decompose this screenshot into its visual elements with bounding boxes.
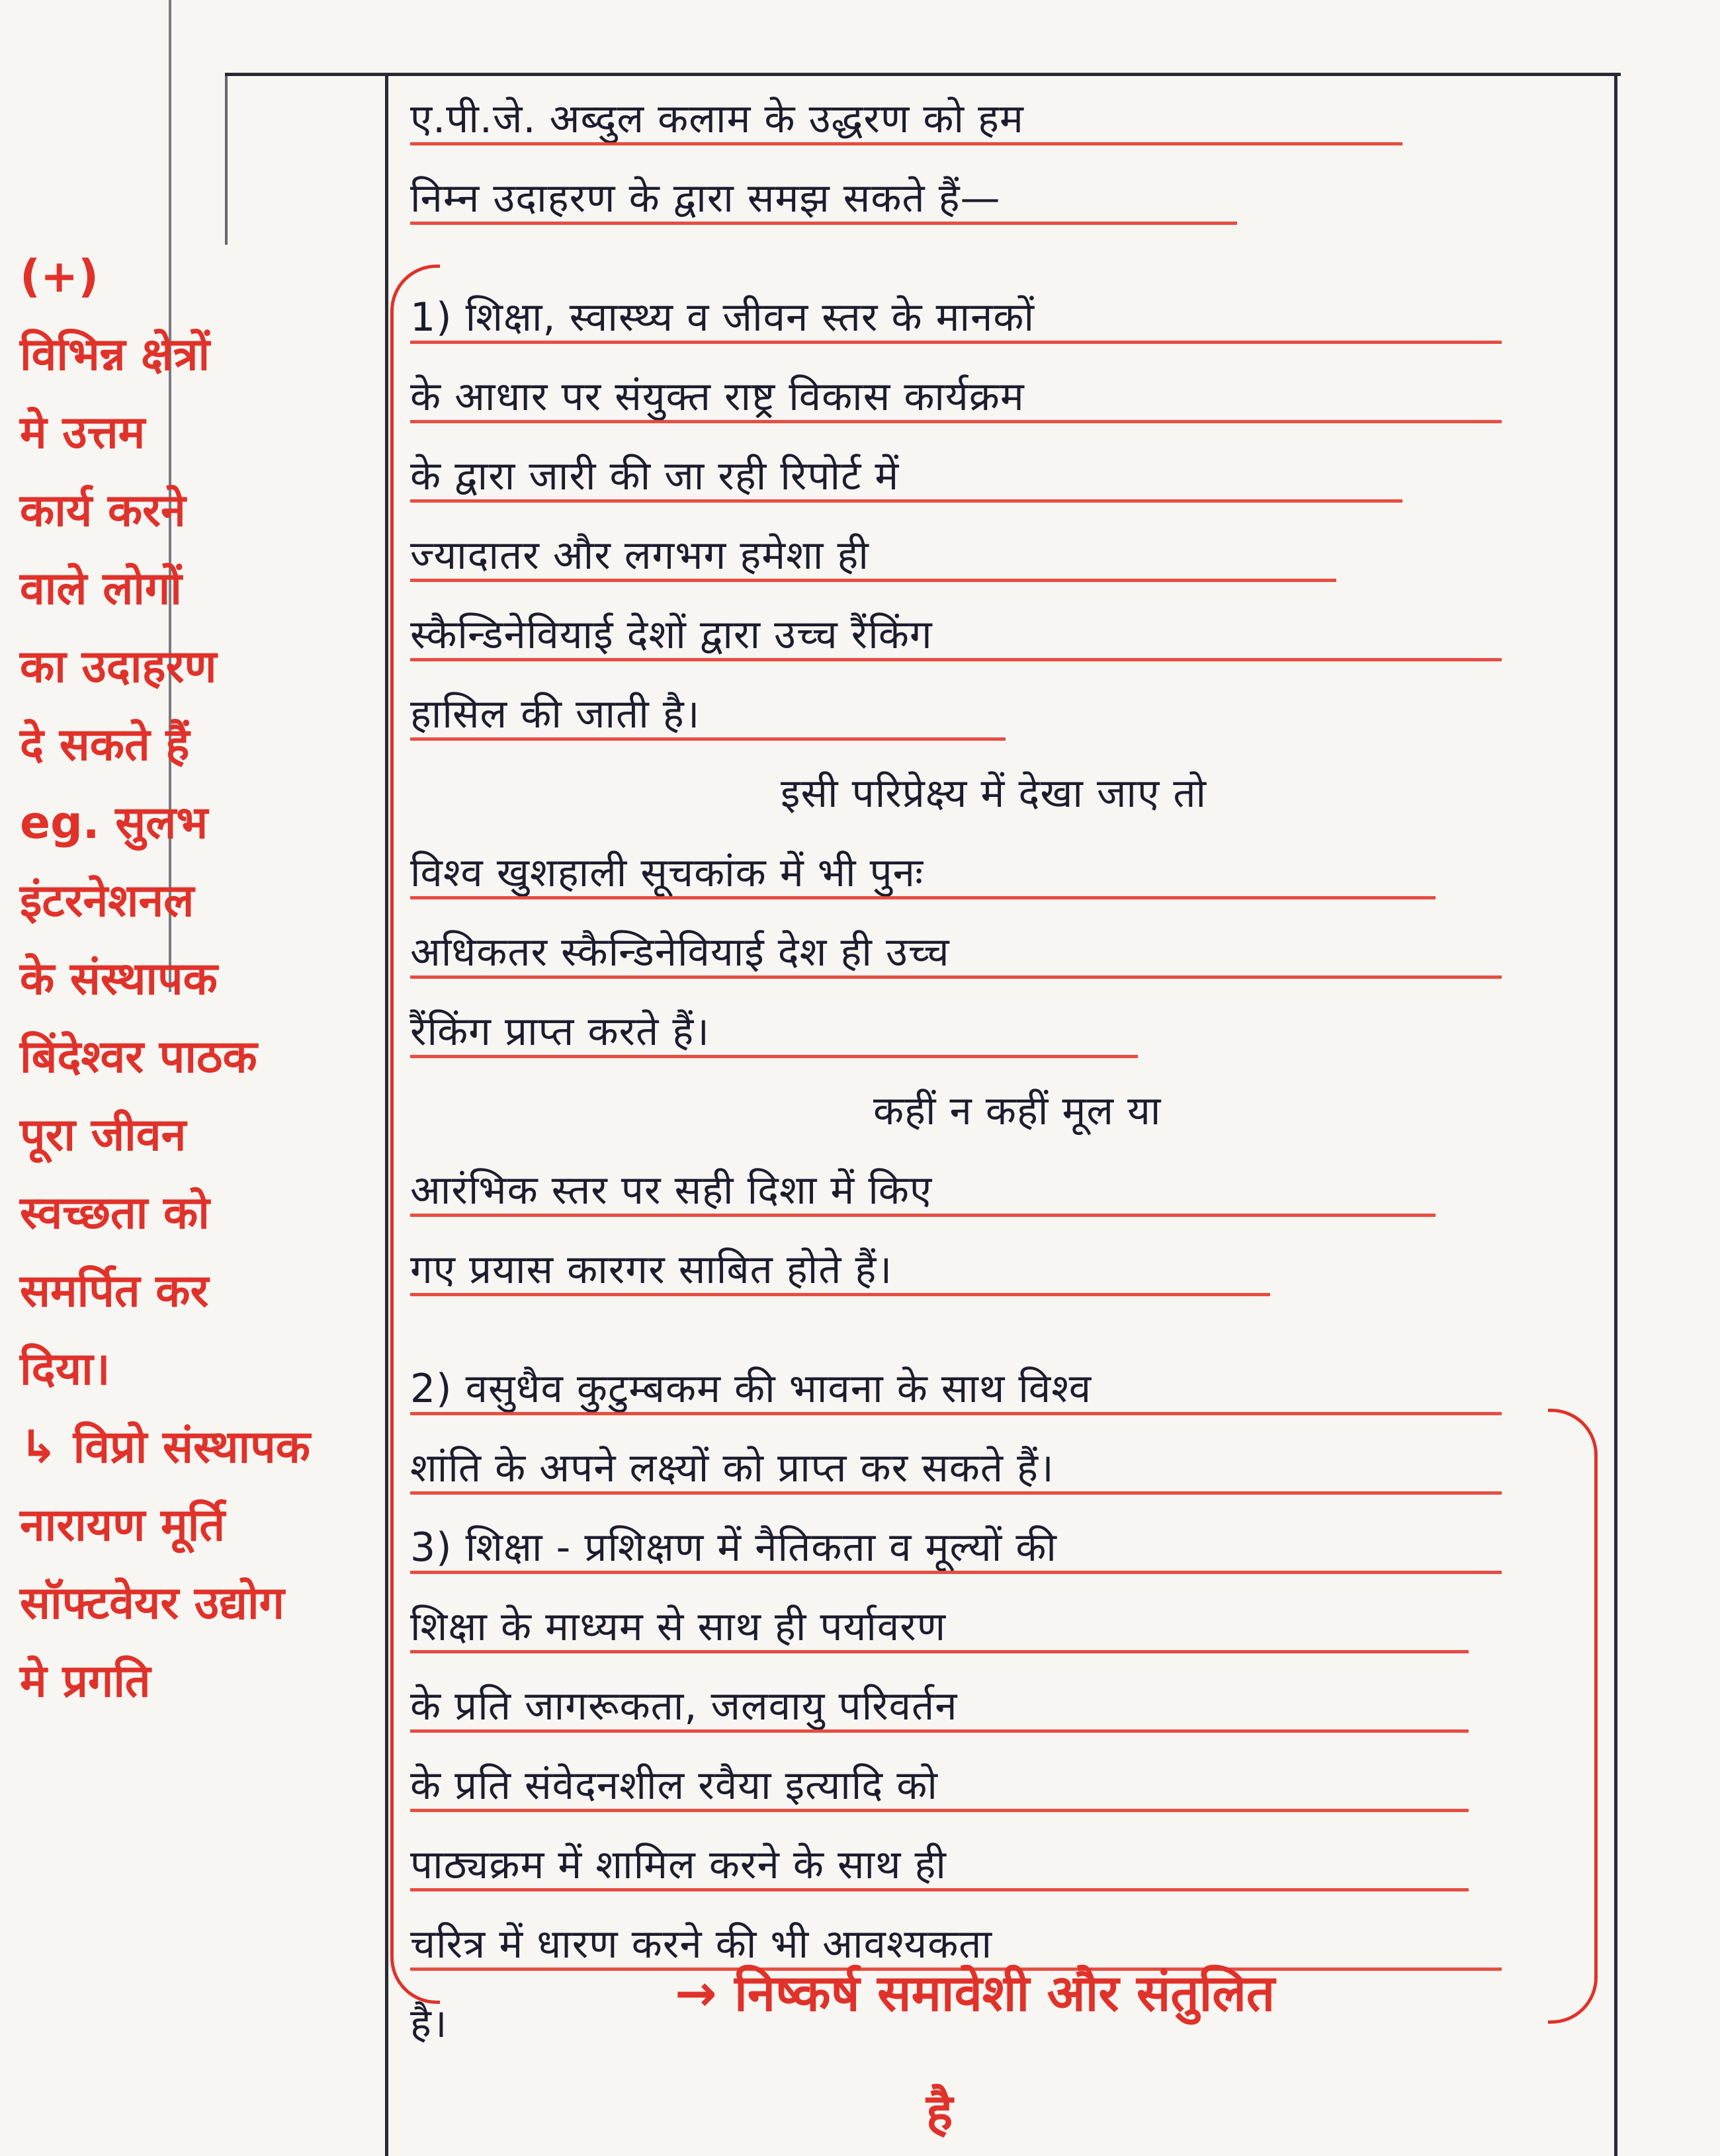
margin-note: नारायण मूर्ति [20,1499,226,1552]
margin-note: दिया। [20,1343,110,1395]
point1-para2-line-4: रैंकिंग प्राप्त करते हैं। [410,992,1588,1071]
point1-line-3: के द्वारा जारी की जा रही रिपोर्ट में [410,436,1588,516]
point3-line-5: पाठ्यक्रम में शामिल करने के साथ ही [410,1825,1588,1905]
point1-line-4: ज्यादातर और लगभग हमेशा ही [410,516,1588,595]
margin-note: दे सकते हैं [20,719,190,771]
red-bracket-right [1548,1409,1598,2024]
point1-line-5: स्कैन्डिनेवियाई देशों द्वारा उच्च रैंकिंग [410,595,1588,675]
conclusion-line-2: है [926,2083,953,2141]
point2-line-1: 2) वसुधैव कुटुम्बकम की भावना के साथ विश्व [410,1349,1588,1429]
margin-note: कार्य करने [20,485,186,537]
point3-line-7: है। [410,2001,448,2047]
point3-line-3: के प्रति जागरूकता, जलवायु परिवर्तन [410,1667,1588,1746]
point2-line-2: शांति के अपने लक्ष्यों को प्राप्त कर सकते हैं। [410,1429,1588,1508]
margin-note: (+) [20,251,99,303]
point1-para2-line-1: इसी परिप्रेक्ष्य में देखा जाए तो [781,770,1207,817]
intro-line-1: ए.पी.जे. अब्दुल कलाम के उद्धरण को हम [410,79,1588,159]
point1-line-1: 1) शिक्षा, स्वास्थ्य व जीवन स्तर के मानकों [410,278,1588,357]
margin-note: ↳ विप्रो संस्थापक [20,1421,311,1473]
top-border [225,73,1621,76]
left-border [225,73,228,245]
intro-line-2: निम्न उदाहरण के द्वारा समझ सकते हैं— [410,159,1588,238]
point1-para3-line-3: गए प्रयास कारगर साबित होते हैं। [410,1230,1588,1309]
margin-note: eg. सुलभ [20,797,208,849]
margin-note: सॉफ्टवेयर उद्योग [20,1577,284,1630]
page-edge-right [1614,73,1617,2156]
point1-para3-line-1: कहीं न कहीं मूल या [873,1088,1162,1134]
point1-para3-line-2: आरंभिक स्तर पर सही दिशा में किए [410,1151,1588,1230]
conclusion-line-1: → निष्कर्ष समावेशी और संतुलित [675,1964,1275,2022]
red-bracket-left [390,265,440,2004]
margin-note: मे प्रगति [20,1655,151,1708]
margin-note: का उदाहरण [20,641,217,693]
margin-note: वाले लोगों [20,563,182,615]
point1-para2-line-3: अधिकतर स्कैन्डिनेवियाई देश ही उच्च [410,913,1588,992]
point1-line-2: के आधार पर संयुक्त राष्ट्र विकास कार्यक्रम [410,357,1588,436]
margin-annotations [20,238,390,1721]
margin-note: के संस्थापक [20,953,218,1005]
margin-note: बिंदेश्वर पाठक [20,1031,257,1083]
point1-line-6: हासिल की जाती है। [410,675,1588,754]
margin-note: विभिन्न क्षेत्रों [20,329,210,381]
point3-line-6: चरित्र में धारण करने की भी आवश्यकता [410,1905,1588,1984]
margin-note: इंटरनेशनल [20,875,194,927]
margin-note: समर्पित कर [20,1265,209,1317]
answer-body [410,79,1588,2063]
point3-line-2: शिक्षा के माध्यम से साथ ही पर्यावरण [410,1587,1588,1667]
point3-line-1: 3) शिक्षा - प्रशिक्षण में नैतिकता व मूल्यों की [410,1508,1588,1587]
point3-line-4: के प्रति संवेदनशील रवैया इत्यादि को [410,1746,1588,1825]
margin-note: मे उत्तम [20,407,146,459]
margin-note: पूरा जीवन [20,1109,187,1161]
point1-para2-line-2: विश्व खुशहाली सूचकांक में भी पुनः [410,833,1588,913]
margin-note: स्वच्छता को [20,1187,210,1239]
